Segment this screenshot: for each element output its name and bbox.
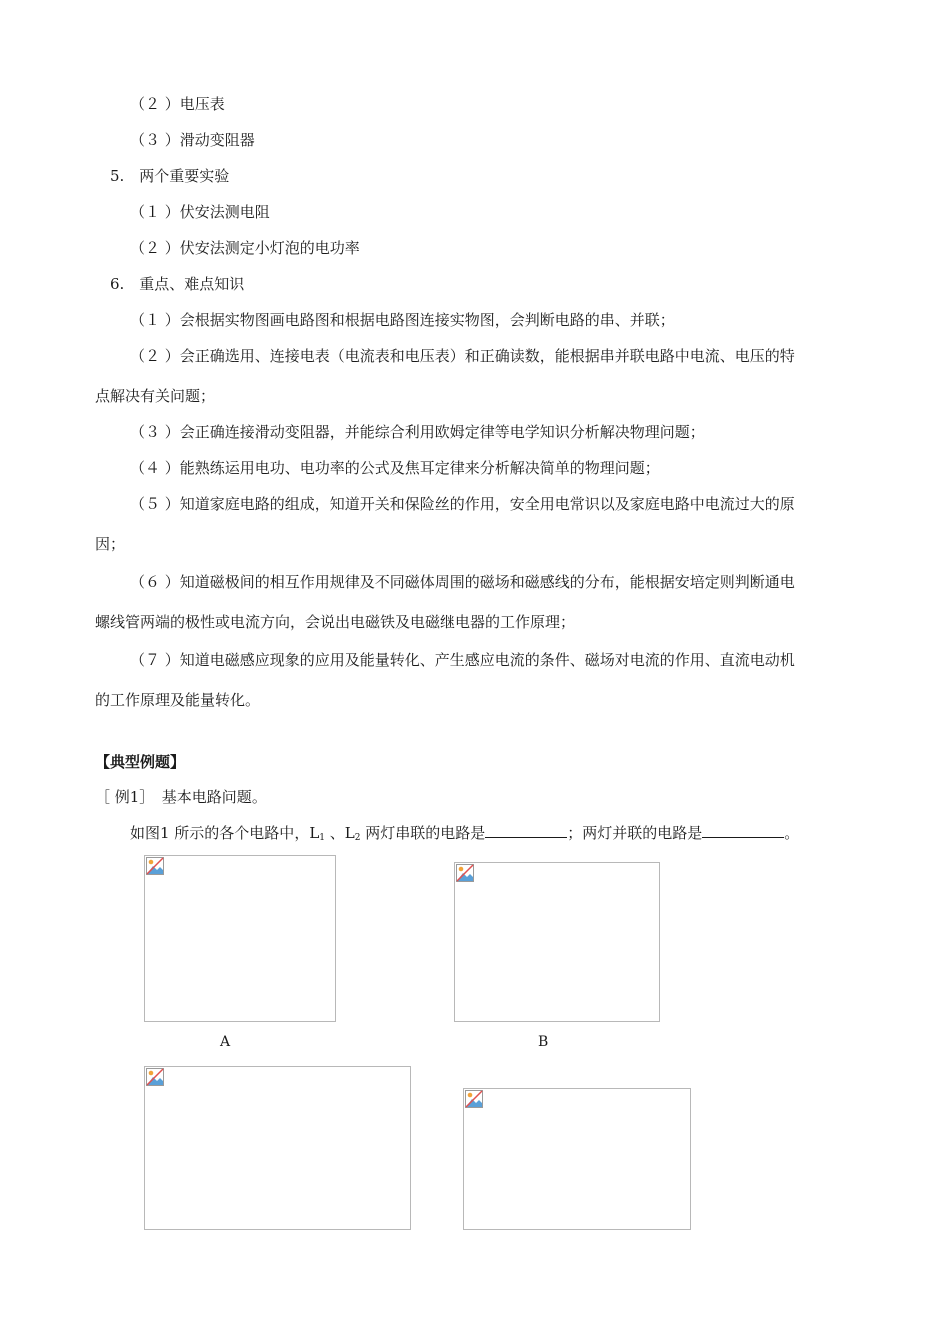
- answer-blank[interactable]: [485, 823, 567, 838]
- example-label: ［ 例1］ 基本电路问题。: [95, 788, 267, 806]
- list-item-continued: 螺线管两端的极性或电流方向，会说出电磁铁及电磁继电器的工作原理；: [95, 613, 576, 631]
- question-text: 、L: [325, 824, 355, 842]
- question-text: 如图1 所示的各个电路中，L: [130, 824, 320, 842]
- list-item: （７ ）知道电磁感应现象的应用及能量转化、产生感应电流的条件、磁场对电流的作用、直流电动机: [130, 651, 795, 669]
- broken-image-icon: [146, 857, 164, 875]
- question-text: 。: [784, 824, 800, 842]
- broken-image-icon: [146, 1068, 164, 1086]
- list-item-continued: 的工作原理及能量转化。: [95, 691, 261, 709]
- list-item: （３ ）滑动变阻器: [130, 131, 255, 149]
- list-item: 6. 重点、难点知识: [110, 275, 245, 293]
- broken-image-icon: [465, 1090, 483, 1108]
- list-item: （２ ）伏安法测定小灯泡的电功率: [130, 239, 360, 257]
- figure-d-image: [463, 1088, 691, 1230]
- list-item: （４ ）能熟练运用电功、电功率的公式及焦耳定律来分析解决简单的物理问题；: [130, 459, 660, 477]
- figure-a-image: [144, 855, 336, 1022]
- list-item-continued: 点解决有关问题；: [95, 387, 216, 405]
- list-item: （５ ）知道家庭电路的组成，知道开关和保险丝的作用，安全用电常识以及家庭电路中电流过大的原: [130, 495, 795, 513]
- list-item: 5. 两个重要实验: [110, 167, 230, 185]
- figure-c-image: [144, 1066, 411, 1230]
- example-question: [130, 823, 799, 848]
- figure-b-image: [454, 862, 660, 1022]
- question-text: ；两灯并联的电路是: [567, 824, 703, 842]
- broken-image-icon: [456, 864, 474, 882]
- list-item: （２ ）会正确选用、连接电表（电流表和电压表）和正确读数，能根据串并联电路中电流、电压的特: [130, 347, 795, 365]
- list-item: （１ ）伏安法测电阻: [130, 203, 270, 221]
- figure-a-caption: A: [220, 1034, 231, 1050]
- list-item: （３ ）会正确连接滑动变阻器，并能综合利用欧姆定律等电学知识分析解决物理问题；: [130, 423, 705, 441]
- section-title: 【典型例题】: [95, 753, 186, 771]
- subscript: 2: [354, 833, 361, 843]
- list-item: （６ ）知道磁极间的相互作用规律及不同磁体周围的磁场和磁感线的分布，能根据安培定则判断通电: [130, 573, 795, 591]
- list-item: （１ ）会根据实物图画电路图和根据电路图连接实物图，会判断电路的串、并联；: [130, 311, 675, 329]
- question-text: 两灯串联的电路是: [360, 824, 486, 842]
- subscript: 1: [319, 833, 326, 843]
- answer-blank[interactable]: [702, 823, 784, 838]
- list-item-continued: 因；: [95, 535, 126, 553]
- list-item: （２ ）电压表: [130, 95, 225, 113]
- figure-b-caption: B: [538, 1034, 549, 1050]
